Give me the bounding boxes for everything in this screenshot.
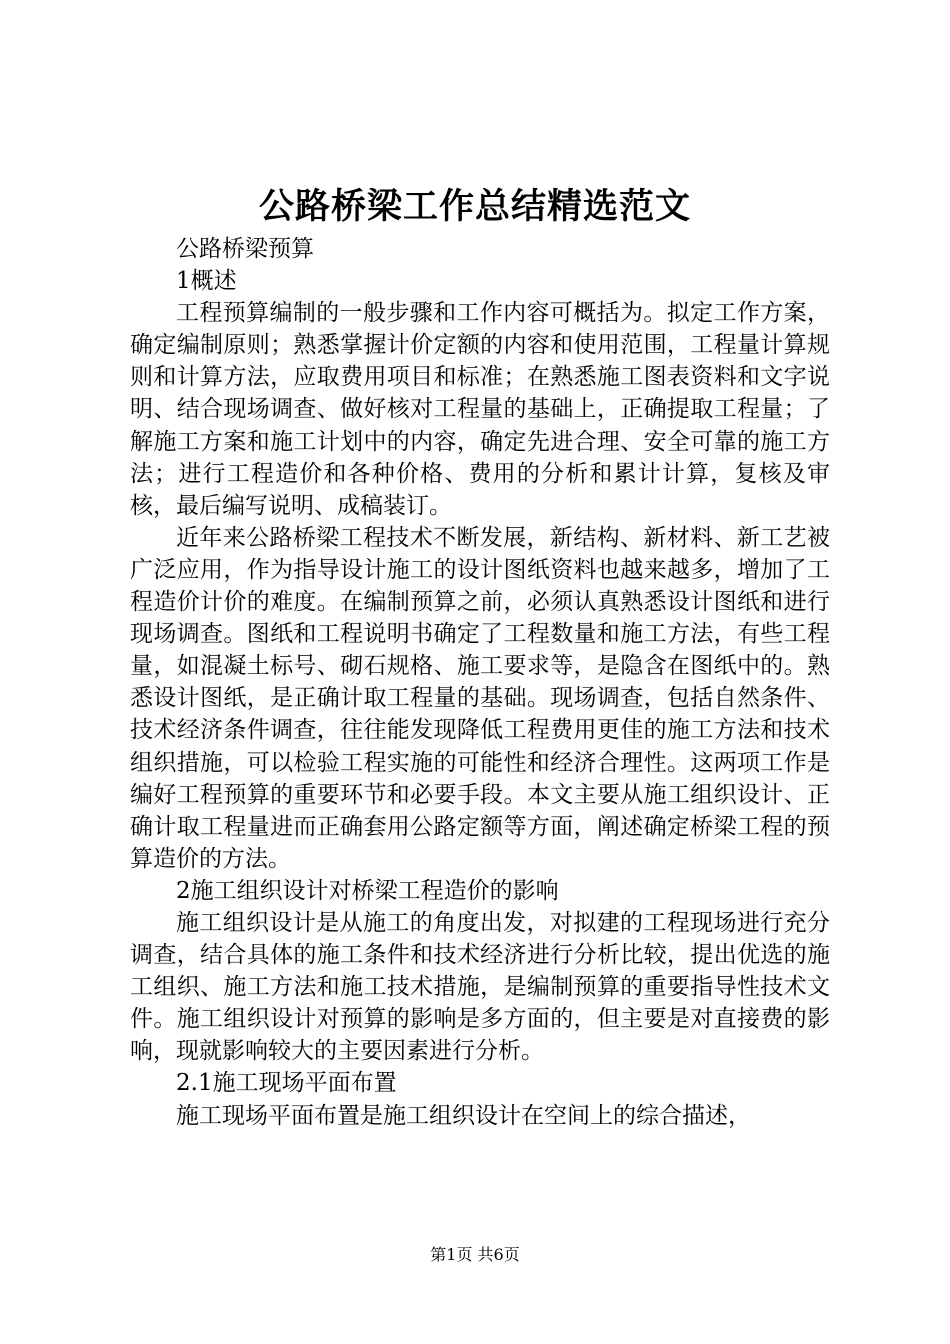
body-paragraph: 近年来公路桥梁工程技术不断发展，新结构、新材料、新工艺被广泛应用，作为指导设计施工的设计图纸资料也越来越多，增加了工程造价计价的难度。在编制预算之前，必须认真熟悉设计图纸和进行现场调查。图纸和工程说明书确定了工程数量和施工方法，有些工程量，如混凝土标号、砌石规格、施工要求等，是隐含在图纸中的。熟悉设计图纸，是正确计取工程量的基础。现场调查，包括自然条件、技术经济条件调查，往往能发现降低工程费用更佳的施工方法和技术组织措施，可以检验工程实施的可能性和经济合理性。这两项工作是编好工程预算的重要环节和必要手段。本文主要从施工组织设计、正确计取工程量进而正确套用公路定额等方面，阐述确定桥梁工程的预算造价的方法。 — [130, 524, 830, 872]
page-number-footer: 第1页 共6页 — [430, 1245, 520, 1264]
document-body — [130, 233, 830, 1132]
body-paragraph: 施工组织设计是从施工的角度出发，对拟建的工程现场进行充分调查，结合具体的施工条件和技术经济进行分析比较，提出优选的施工组织、施工方法和施工技术措施，是编制预算的重要指导性技术文件。施工组织设计对预算的影响是多方面的，但主要是对直接费的影响，现就影响较大的主要因素进行分析。 — [130, 909, 830, 1065]
document-title: 公路桥梁工作总结精选范文 — [258, 186, 691, 227]
body-paragraph: 施工现场平面布置是施工组织设计在空间上的综合描述， — [176, 1102, 751, 1129]
body-paragraph: 工程预算编制的一般步骤和工作内容可概括为。拟定工作方案，确定编制原则；熟悉掌握计价定额的内容和使用范围，工程量计算规则和计算方法，应取费用项目和标准；在熟悉施工图表资料和文字说明、结合现场调查、做好核对工程量的基础上，正确提取工程量；了解施工方案和施工计划中的内容，确定先进合理、安全可靠的施工方法；进行工程造价和各种价格、费用的分析和累计计算，复核及审核，最后编写说明、成稿装订。 — [130, 300, 830, 519]
subsection-heading: 2.1施工现场平面布置 — [176, 1070, 397, 1097]
section-heading: 1概述 — [176, 268, 237, 295]
section-heading: 公路桥梁预算 — [176, 236, 314, 262]
section-heading: 2施工组织设计对桥梁工程造价的影响 — [176, 877, 559, 904]
